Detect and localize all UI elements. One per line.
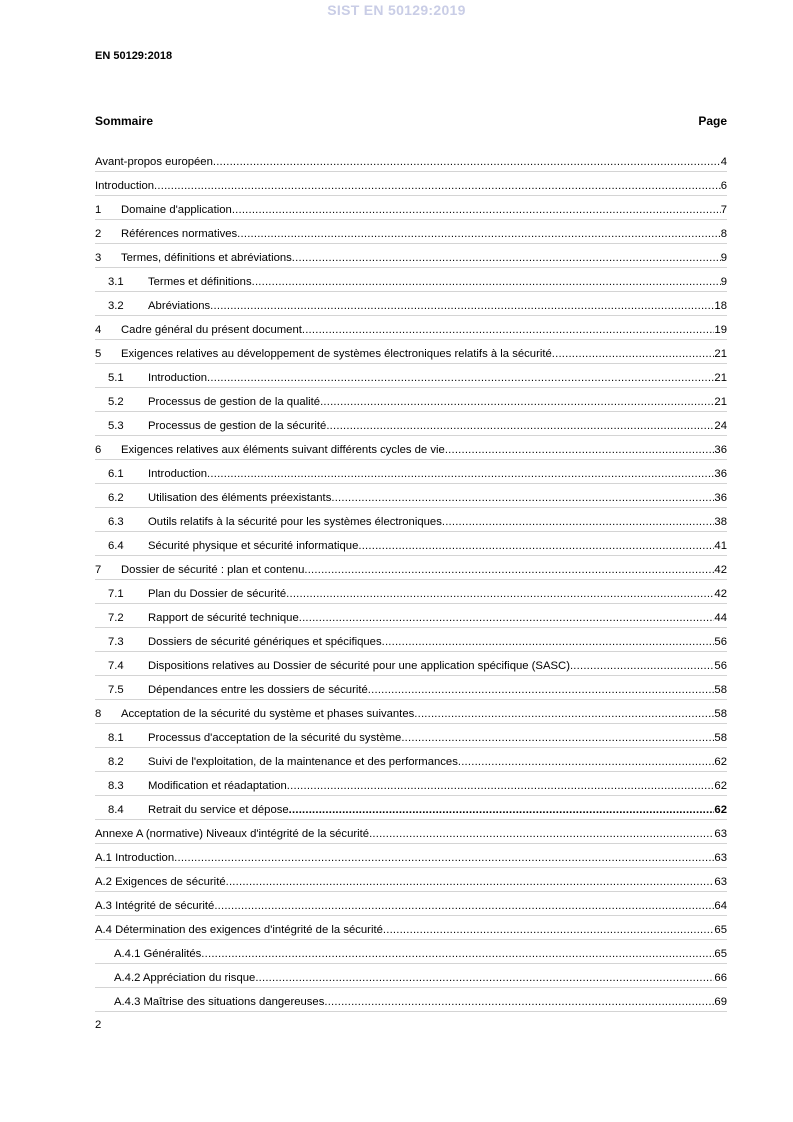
toc-entry-title: Outils relatifs à la sécurité pour les systèmes électroniques <box>148 516 442 528</box>
toc-dot-leader <box>458 755 715 769</box>
toc-entry-number: 7.2 <box>108 612 124 624</box>
toc-dot-leader <box>214 899 714 913</box>
toc-entry-title: A.4.2 Appréciation du risque <box>114 972 256 984</box>
toc-entry-title: Références normatives <box>121 228 238 240</box>
toc-entry-title: A.1 Introduction <box>95 852 175 864</box>
toc-entry-page: 58 <box>714 708 727 720</box>
toc-entry[interactable] <box>95 652 727 676</box>
toc-entry-number: 7.3 <box>108 636 124 648</box>
toc-dot-leader <box>207 467 714 481</box>
toc-dot-leader <box>232 203 721 217</box>
toc-entry-title: Introduction <box>95 180 155 192</box>
toc-entry-number: 3 <box>95 252 102 264</box>
toc-entry-page: 56 <box>714 660 727 672</box>
toc-entry-title: Dossier de sécurité : plan et contenu <box>121 564 305 576</box>
toc-entry-page: 56 <box>714 636 727 648</box>
toc-entry-page: 58 <box>714 732 727 744</box>
toc-entry[interactable] <box>95 940 727 964</box>
toc-entry-title: Avant-propos européen <box>95 156 213 168</box>
toc-dot-leader <box>252 275 721 289</box>
toc-dot-leader <box>201 947 714 961</box>
toc-entry[interactable] <box>95 148 727 172</box>
toc-entry-title: Rapport de sécurité technique <box>148 612 299 624</box>
toc-entry[interactable] <box>95 988 727 1012</box>
toc-entry-title: Abréviations <box>148 300 211 312</box>
table-of-contents <box>95 148 727 1012</box>
toc-entry-page: 24 <box>714 420 727 432</box>
toc-entry-number: 3.1 <box>108 276 124 288</box>
toc-entry[interactable] <box>95 748 727 772</box>
toc-entry[interactable] <box>95 964 727 988</box>
toc-entry-title: A.4.1 Généralités <box>114 948 202 960</box>
toc-entry-page: 62 <box>714 804 727 816</box>
toc-entry-page: 64 <box>714 900 727 912</box>
toc-entry[interactable] <box>95 268 727 292</box>
toc-entry-page: 63 <box>714 876 727 888</box>
toc-entry[interactable] <box>95 484 727 508</box>
toc-dot-leader <box>299 611 715 625</box>
toc-dot-leader <box>382 635 715 649</box>
toc-entry-page: 6 <box>720 180 727 192</box>
toc-entry[interactable] <box>95 220 727 244</box>
toc-entry-title: Utilisation des éléments préexistants <box>148 492 332 504</box>
toc-entry-page: 42 <box>714 564 727 576</box>
toc-entry-page: 44 <box>714 612 727 624</box>
toc-entry-title: Dossiers de sécurité génériques et spécifiques <box>148 636 382 648</box>
toc-entry-page: 65 <box>714 924 727 936</box>
toc-entry-title: Processus de gestion de la qualité <box>148 396 321 408</box>
toc-entry[interactable] <box>95 460 727 484</box>
toc-entry-page: 18 <box>714 300 727 312</box>
toc-entry[interactable] <box>95 820 727 844</box>
toc-entry-title: Dépendances entre les dossiers de sécurité <box>148 684 368 696</box>
toc-entry-page: 58 <box>714 684 727 696</box>
toc-entry-number: 6.4 <box>108 540 124 552</box>
toc-entry-number: 7.5 <box>108 684 124 696</box>
toc-dot-leader <box>237 227 721 241</box>
toc-entry-title: Plan du Dossier de sécurité <box>148 588 287 600</box>
toc-entry-title: Processus de gestion de la sécurité <box>148 420 327 432</box>
toc-entry-number: 7 <box>95 564 102 576</box>
toc-dot-leader <box>226 875 715 889</box>
toc-entry-title: A.4.3 Maîtrise des situations dangereuses <box>114 996 325 1008</box>
toc-entry-title: Cadre général du présent document <box>121 324 302 336</box>
toc-entry-number: 6 <box>95 444 102 456</box>
toc-entry-number: 7.4 <box>108 660 124 672</box>
page-column-heading: Page <box>698 114 727 128</box>
toc-entry[interactable] <box>95 556 727 580</box>
toc-entry-number: 8 <box>95 708 102 720</box>
toc-entry-title: A.4 Détermination des exigences d'intégrité de la sécurité <box>95 924 383 936</box>
toc-dot-leader <box>445 443 715 457</box>
toc-entry-number: 2 <box>95 228 102 240</box>
toc-dot-leader <box>552 347 715 361</box>
toc-entry-number: 7.1 <box>108 588 124 600</box>
toc-entry-title: Domaine d'application <box>121 204 232 216</box>
toc-entry[interactable] <box>95 532 727 556</box>
toc-entry-page: 41 <box>714 540 727 552</box>
toc-entry[interactable] <box>95 892 727 916</box>
toc-dot-leader <box>368 683 715 697</box>
toc-dot-leader <box>320 395 714 409</box>
toc-dot-leader <box>442 515 715 529</box>
toc-dot-leader <box>326 419 714 433</box>
toc-dot-leader <box>304 563 714 577</box>
toc-entry[interactable] <box>95 916 727 940</box>
toc-dot-leader <box>286 587 714 601</box>
toc-entry-page: 7 <box>720 204 727 216</box>
toc-entry-page: 21 <box>714 372 727 384</box>
toc-entry-page: 4 <box>720 156 727 168</box>
toc-entry-page: 36 <box>714 468 727 480</box>
toc-dot-leader <box>207 371 714 385</box>
toc-entry-page: 63 <box>714 852 727 864</box>
toc-entry-page: 36 <box>714 444 727 456</box>
toc-entry-title: Retrait du service et dépose <box>148 804 289 816</box>
toc-entry-page: 21 <box>714 396 727 408</box>
toc-entry-number: 6.3 <box>108 516 124 528</box>
toc-entry-number: 5.3 <box>108 420 124 432</box>
toc-entry[interactable] <box>95 172 727 196</box>
toc-entry-page: 63 <box>714 828 727 840</box>
toc-dot-leader <box>401 731 714 745</box>
toc-entry[interactable] <box>95 508 727 532</box>
toc-entry-title: Annexe A (normative) Niveaux d'intégrité de la sécurité <box>95 828 370 840</box>
toc-entry[interactable] <box>95 340 727 364</box>
toc-dot-leader <box>302 323 715 337</box>
page-number: 2 <box>95 1019 102 1031</box>
toc-dot-leader <box>255 971 714 985</box>
toc-entry[interactable] <box>95 364 727 388</box>
toc-entry-page: 9 <box>720 252 727 264</box>
toc-entry-number: 8.3 <box>108 780 124 792</box>
toc-entry-title: Dispositions relatives au Dossier de sécurité pour une application spécifique (SASC) <box>148 660 570 672</box>
toc-entry-page: 9 <box>720 276 727 288</box>
toc-dot-leader <box>324 995 714 1009</box>
toc-entry-page: 62 <box>714 756 727 768</box>
toc-entry[interactable] <box>95 580 727 604</box>
toc-entry-number: 5.2 <box>108 396 124 408</box>
toc-dot-leader <box>292 251 721 265</box>
toc-entry-page: 66 <box>714 972 727 984</box>
toc-entry-number: 5.1 <box>108 372 124 384</box>
toc-entry-page: 42 <box>714 588 727 600</box>
toc-entry-number: 5 <box>95 348 102 360</box>
toc-entry-title: Sécurité physique et sécurité informatique <box>148 540 359 552</box>
toc-dot-leader <box>570 659 714 673</box>
toc-entry-title: Introduction <box>148 468 208 480</box>
toc-entry[interactable] <box>95 292 727 316</box>
toc-heading: Sommaire <box>95 114 154 128</box>
toc-entry-title: A.2 Exigences de sécurité <box>95 876 226 888</box>
toc-entry[interactable] <box>95 604 727 628</box>
toc-entry-number: 8.1 <box>108 732 124 744</box>
toc-entry-title: Modification et réadaptation <box>148 780 287 792</box>
toc-entry-title: Acceptation de la sécurité du système et phases suivantes <box>121 708 415 720</box>
toc-dot-leader <box>213 155 721 169</box>
toc-entry-page: 21 <box>714 348 727 360</box>
toc-entry-page: 69 <box>714 996 727 1008</box>
toc-entry[interactable] <box>95 316 727 340</box>
toc-entry[interactable] <box>95 796 727 820</box>
toc-entry-number: 1 <box>95 204 102 216</box>
toc-entry[interactable] <box>95 868 727 892</box>
toc-entry-page: 8 <box>720 228 727 240</box>
toc-dot-leader <box>358 539 714 553</box>
toc-entry-title: Processus d'acceptation de la sécurité du système <box>148 732 402 744</box>
toc-dot-leader <box>154 179 721 193</box>
toc-entry-number: 8.2 <box>108 756 124 768</box>
toc-dot-leader <box>210 299 714 313</box>
toc-entry[interactable] <box>95 436 727 460</box>
toc-entry[interactable] <box>95 628 727 652</box>
document-id: EN 50129:2018 <box>95 50 173 62</box>
toc-dot-leader <box>414 707 714 721</box>
toc-entry[interactable] <box>95 412 727 436</box>
toc-entry-title: Suivi de l'exploitation, de la maintenance et des performances <box>148 756 458 768</box>
toc-entry[interactable] <box>95 844 727 868</box>
toc-entry-title: Introduction <box>148 372 208 384</box>
toc-entry-number: 6.2 <box>108 492 124 504</box>
toc-entry[interactable] <box>95 244 727 268</box>
toc-entry[interactable] <box>95 724 727 748</box>
toc-dot-leader <box>289 803 715 817</box>
toc-entry-page: 65 <box>714 948 727 960</box>
toc-dot-leader <box>287 779 715 793</box>
toc-entry[interactable] <box>95 676 727 700</box>
toc-entry[interactable] <box>95 700 727 724</box>
toc-entry-number: 6.1 <box>108 468 124 480</box>
toc-entry-number: 3.2 <box>108 300 124 312</box>
toc-entry[interactable] <box>95 772 727 796</box>
toc-dot-leader <box>369 827 714 841</box>
toc-dot-leader <box>174 851 714 865</box>
toc-entry[interactable] <box>95 196 727 220</box>
toc-dot-leader <box>331 491 714 505</box>
toc-entry-title: Exigences relatives aux éléments suivant différents cycles de vie <box>121 444 445 456</box>
toc-entry-page: 62 <box>714 780 727 792</box>
toc-dot-leader <box>383 923 715 937</box>
toc-entry-page: 19 <box>714 324 727 336</box>
toc-entry-title: A.3 Intégrité de sécurité <box>95 900 215 912</box>
toc-entry-number: 8.4 <box>108 804 124 816</box>
toc-entry[interactable] <box>95 388 727 412</box>
toc-entry-number: 4 <box>95 324 102 336</box>
toc-entry-title: Termes, définitions et abréviations <box>121 252 292 264</box>
toc-entry-page: 36 <box>714 492 727 504</box>
watermark: SIST EN 50129:2019 <box>327 2 466 18</box>
toc-entry-page: 38 <box>714 516 727 528</box>
toc-entry-title: Exigences relatives au développement de systèmes électroniques relatifs à la sécurité <box>121 348 552 360</box>
toc-entry-title: Termes et définitions <box>148 276 252 288</box>
